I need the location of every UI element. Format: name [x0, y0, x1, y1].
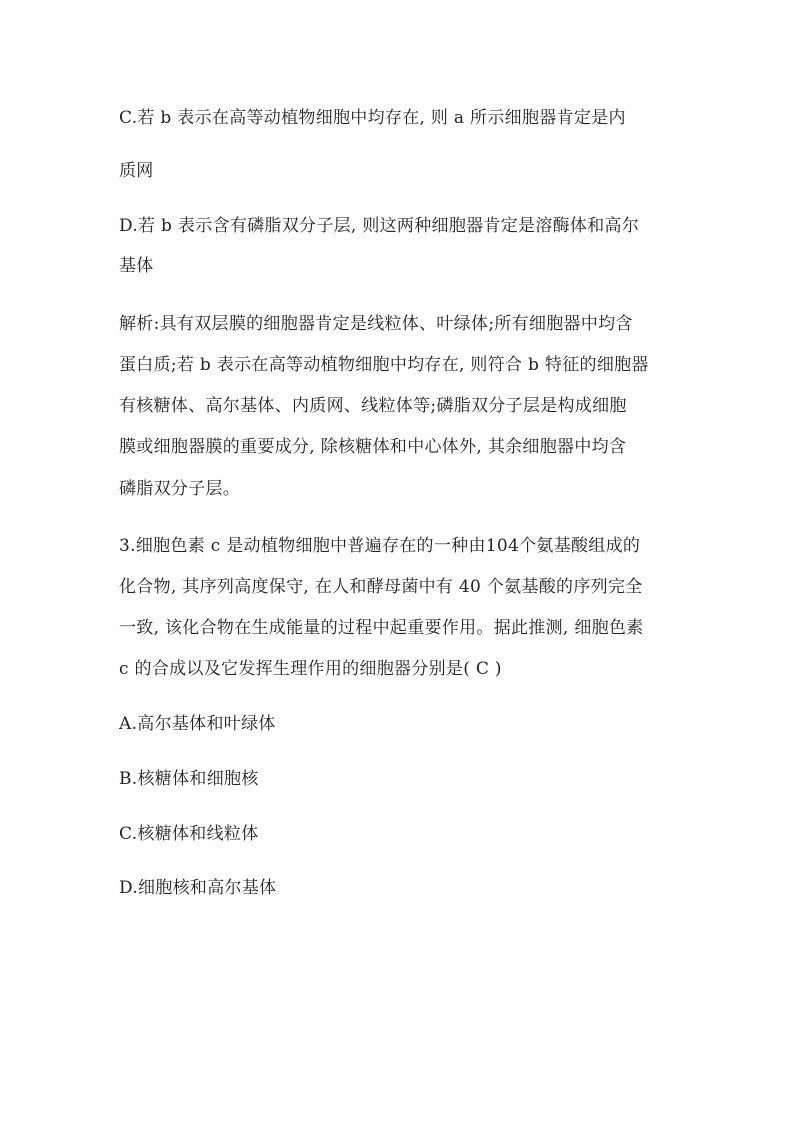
- q2-analysis-line: 解析:具有双层膜的细胞器肯定是线粒体、叶绿体;所有细胞器中均含: [119, 314, 633, 334]
- q3-option-c: C.核糖体和线粒体: [119, 824, 259, 844]
- q2-analysis-line: 蛋白质;若 b 表示在高等动植物细胞中均存在, 则符合 b 特征的细胞器: [119, 355, 649, 375]
- q2-option-d-line2: 基体: [119, 256, 154, 276]
- q3-option-b: B.核糖体和细胞核: [119, 769, 259, 789]
- q2-option-c-line2: 质网: [119, 161, 154, 181]
- q3-stem-line: c 的合成以及它发挥生理作用的细胞器分别是( C ): [119, 659, 502, 679]
- q3-stem-line: 一致, 该化合物在生成能量的过程中起重要作用。据此推测, 细胞色素: [119, 618, 644, 638]
- q3-option-a: A.高尔基体和叶绿体: [119, 714, 276, 734]
- q2-analysis-line: 有核糖体、高尔基体、内质网、线粒体等;磷脂双分子层是构成细胞: [119, 396, 627, 416]
- q2-analysis-line: 膜或细胞器膜的重要成分, 除核糖体和中心体外, 其余细胞器中均含: [119, 437, 627, 457]
- q3-stem-line: 化合物, 其序列高度保守, 在人和酵母菌中有 40 个氨基酸的序列完全: [119, 577, 643, 597]
- q3-stem-line: 3.细胞色素 c 是动植物细胞中普遍存在的一种由104个氨基酸组成的: [119, 536, 641, 556]
- q2-option-d-line1: D.若 b 表示含有磷脂双分子层, 则这两种细胞器肯定是溶酶体和高尔: [119, 216, 640, 236]
- q3-option-d: D.细胞核和高尔基体: [119, 878, 277, 898]
- q2-analysis-line: 磷脂双分子层。: [119, 479, 241, 499]
- q2-option-c-line1: C.若 b 表示在高等动植物细胞中均存在, 则 a 所示细胞器肯定是内: [119, 108, 626, 128]
